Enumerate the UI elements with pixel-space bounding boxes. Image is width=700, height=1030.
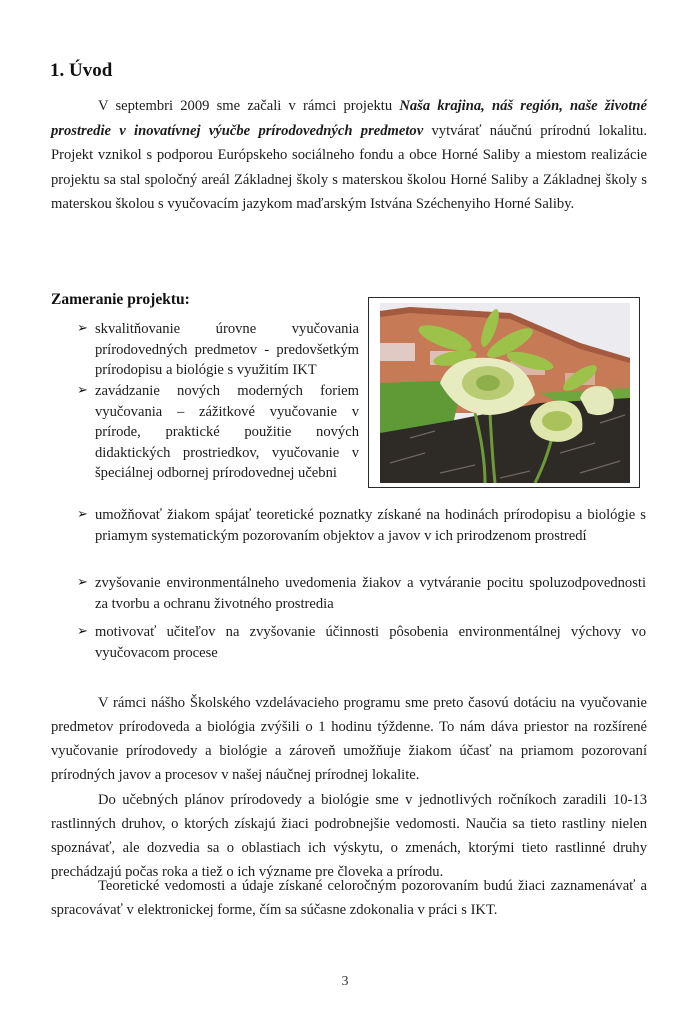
arrow-bullet-icon: ➢ [77, 321, 88, 336]
page-number: 3 [341, 974, 349, 989]
body-paragraph [51, 874, 647, 922]
arrow-bullet-icon: ➢ [77, 624, 88, 639]
intro-rest: vytvárať náučnú prírodnú lokalitu. Projekt vznikol s podporou Európskeho sociálneho fondu a obce Horné Saliby a miestom realizácie projektu sa stal spoločný areál Základnej školy s materskou školou Horné Saliby a Základnej školy s materskou školou s vyučovacím jazykom maďarským Istvána Széchenyiho Horné Saliby. [51, 122, 647, 212]
list-item-text: skvalitňovanie úrovne vyučovania prírodovedných predmetov - predovšetkým prírodopisu a biológie s využitím IKT [95, 321, 359, 378]
paragraph-text: Teoretické vedomosti a údaje získané celoročným pozorovaním budú žiaci zaznamenávať a spracovávať v elektronickej forme, čím sa súčasne zdokonalia v práci s IKT. [51, 878, 647, 918]
flower-photo-illustration [380, 303, 630, 483]
paragraph-text: Do učebných plánov prírodovedy a biológie sme v jednotlivých ročníkoch zaradili 10-13 rastlinných druhov, o ktorých získajú žiaci podrobnejšie vedomosti. Naučia sa tieto rastliny nielen spoznávať, ale dozvedia sa o oblastiach ich výskytu, o zmenách, ktorými tieto rastlinné druhy prechádzajú počas roka a tiež o ich význame pre človeka a prírodu. [51, 792, 647, 880]
focus-label: Zameranie projektu: [51, 291, 190, 308]
list-item-text: zavádzanie nových moderných foriem vyučovania – zážitkové vyučovanie v prírode, praktické použitie nových didaktických prostriedkov, vyučovanie v špeciálnej odbornej prírodovednej učebni [95, 383, 359, 481]
section-heading: 1. Úvod [50, 60, 113, 81]
intro-paragraph [51, 94, 647, 217]
paragraph-text: V rámci nášho Školského vzdelávacieho programu sme preto časovú dotáciu na vyučovanie predmetov prírodoveda a biológia zvýšili o 1 hodinu týždenne. To nám dáva priestor na rozšírené vyučovanie prírodovedy a biológie a zároveň umožňuje žiakom účasť na priamom pozorovaní prírodných javov a procesov v našej náučnej prírodnej lokalite. [51, 695, 647, 783]
list-item-text: motivovať učiteľov na zvyšovanie účinnosti pôsobenia environmentálnej výchovy vo vyučovacom procese [95, 624, 646, 661]
body-paragraph [51, 788, 647, 884]
hellebore-photo [380, 303, 630, 483]
list-item-text: zvyšovanie environmentálneho uvedomenia žiakov a vytváranie pocitu spoluzodpovednosti za tvorbu a ochranu životného prostredia [95, 575, 646, 612]
photo-frame [368, 297, 640, 488]
arrow-bullet-icon: ➢ [77, 383, 88, 398]
body-paragraph [51, 691, 647, 787]
arrow-bullet-icon: ➢ [77, 575, 88, 590]
arrow-bullet-icon: ➢ [77, 507, 88, 522]
project-name: Naša krajina, náš región, naše životné prostredie v inovatívnej výučbe prírodovedných predmetov [51, 98, 647, 139]
list-item-text: umožňovať žiakom spájať teoretické poznatky získané na hodinách prírodopisu a biológie s priamym systematickým pozorovaním objektov a javov v ich prirodzenom prostredí [95, 507, 646, 544]
intro-lead: V septembri 2009 sme začali v rámci projektu [98, 98, 400, 114]
